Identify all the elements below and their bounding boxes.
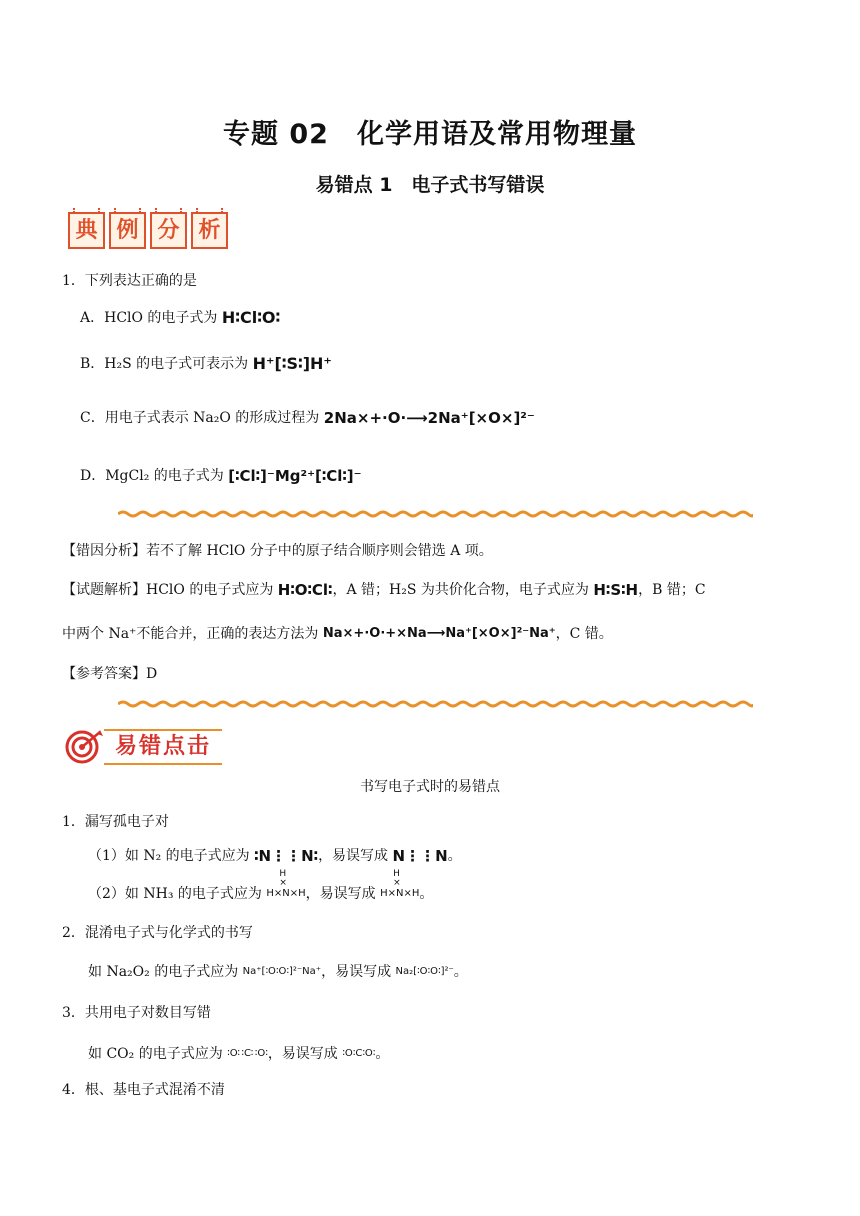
option-b-formula: H⁺[∶S∶]H⁺ [252,354,332,373]
banner-char: 分 [150,212,187,249]
note-item-1: 1．漏写孤电子对 [62,814,169,830]
target-icon [64,728,104,764]
note-text: ，易误写成 [321,964,392,980]
hocl-formula: H∶O∶Cl∶ [277,581,333,599]
option-a-text: A．HClO 的电子式为 [80,310,218,326]
solution-part2: ，A 错；H₂S 为共价化合物，电子式应为 [332,582,589,598]
answer-label: 【参考答案】 [62,666,146,682]
option-c-text: C．用电子式表示 Na₂O 的形成过程为 [80,410,320,426]
answer-value: D [146,666,158,682]
option-d [80,466,362,486]
note-text: 。 [419,886,434,902]
note-item-1-2 [88,869,434,904]
note-item-2-example [88,962,468,982]
solution-label: 【试题解析】 [62,582,146,598]
error-analysis [62,541,493,561]
note-text: ，易误写成 [267,1046,338,1062]
note-text: （2）如 NH₃ 的电子式应为 [88,886,262,902]
option-b [80,354,332,374]
solution-line-2 [62,624,613,644]
option-a [80,308,280,328]
note-text: 如 CO₂ 的电子式应为 [88,1046,223,1062]
note-item-3-example [88,1044,389,1064]
n2-wrong-formula: N⋮⋮N [392,847,448,865]
example-analysis-banner [68,212,232,249]
formula-text: H×N×H [266,888,306,899]
solution-line2-part1: 中两个 Na⁺不能合并，正确的表达方法为 [62,626,319,642]
solution-part3: ，B 错；C [638,582,706,598]
option-b-text: B．H₂S 的电子式可表示为 [80,356,249,372]
wave-divider [118,700,753,708]
error-analysis-text: 若不了解 HClO 分子中的原子结合顺序则会错选 A 项。 [146,543,493,559]
n2-correct-formula: ∶N⋮⋮N∶ [254,847,319,865]
co2-wrong-formula: ∶O∶C∶O∶ [342,1048,376,1059]
na2o-correct-formula: Na×+·O·+×Na⟶Na⁺[×O×]²⁻Na⁺ [322,626,556,641]
na2o2-wrong-formula: Na₂[∶O∶O∶]²⁻ [395,966,454,977]
page-title: 专题 02 化学用语及常用物理量 [223,119,637,150]
option-c-formula: 2Na×+·O·⟶2Na⁺[×O×]²⁻ [323,409,535,427]
banner-title: 易错点击 [104,729,222,765]
option-c [80,408,535,428]
note-item-1-1 [88,846,462,866]
note-text: 。 [447,848,462,864]
solution-part1: HClO 的电子式应为 [146,582,274,598]
option-d-text: D．MgCl₂ 的电子式为 [80,468,224,484]
note-text: 。 [453,964,468,980]
nh3-correct-formula: H × H×N×H [266,869,306,899]
banner-char: 例 [109,212,146,249]
banner-char: 析 [191,212,228,249]
page-subtitle: 易错点 1 电子式书写错误 [315,174,545,196]
note-text: ，易误写成 [305,886,376,902]
question-stem: 1．下列表达正确的是 [62,273,197,289]
note-text: ，易误写成 [318,848,389,864]
notes-heading: 书写电子式时的易错点 [360,779,500,795]
note-text: 。 [375,1046,390,1062]
solution-line-1 [62,580,706,600]
h2s-formula: H∶S∶H [593,581,639,599]
option-a-formula: H∶Cl∶O∶ [221,308,281,327]
nh3-wrong-formula: H × H×N×H [380,869,420,899]
banner-char: 典 [68,212,105,249]
wave-divider [118,510,753,518]
option-d-formula: [∶Cl∶]⁻Mg²⁺[∶Cl∶]⁻ [228,467,362,485]
note-item-4: 4．根、基电子式混淆不清 [62,1082,225,1098]
solution-line2-part2: ，C 错。 [555,626,613,642]
na2o2-correct-formula: Na⁺[∶O∶O∶]²⁻Na⁺ [242,966,322,977]
error-points-banner [64,728,224,764]
note-text: （1）如 N₂ 的电子式应为 [88,848,250,864]
note-item-2: 2．混淆电子式与化学式的书写 [62,925,253,941]
note-text: 如 Na₂O₂ 的电子式应为 [88,964,239,980]
formula-text: H×N×H [380,888,420,899]
co2-correct-formula: ∶O∷C∷O∶ [227,1048,268,1059]
error-analysis-label: 【错因分析】 [62,543,146,559]
answer [62,664,157,684]
note-item-3: 3．共用电子对数目写错 [62,1005,211,1021]
